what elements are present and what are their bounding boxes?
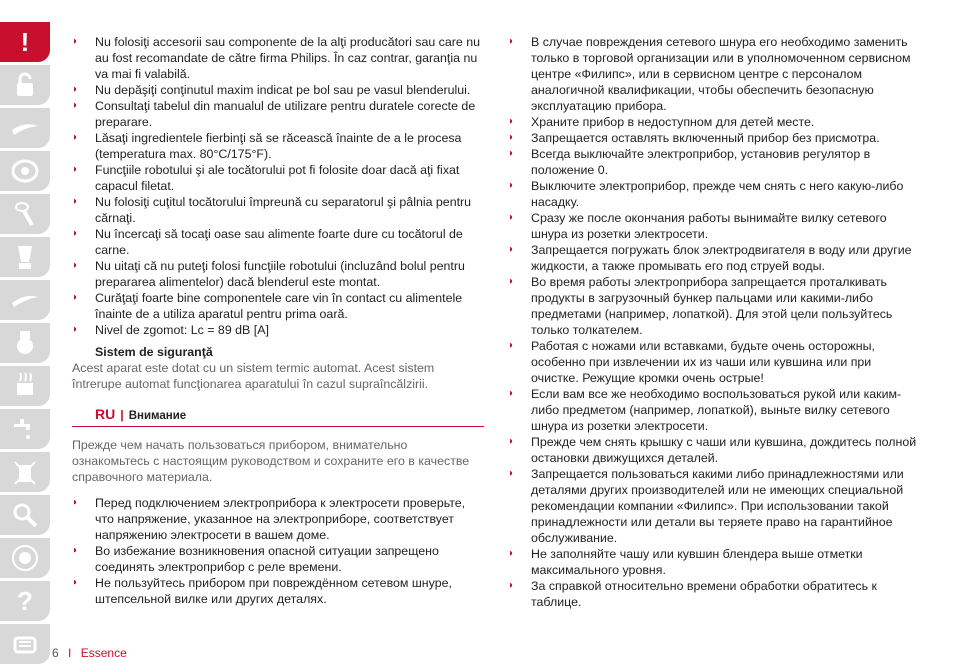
safety-paragraph: Acest aparat este dotat cu un sistem termic automat. Acest sistem întrerupe automat funcţionarea aparatului în cazul supraîncălzirii. bbox=[72, 361, 435, 391]
bullet-icon: ◗ bbox=[508, 388, 515, 399]
page-number: 6 bbox=[52, 646, 59, 660]
russian-section-heading bbox=[72, 406, 484, 427]
russian-safety-list-right bbox=[508, 34, 920, 610]
sidebar bbox=[0, 22, 58, 667]
bullet-icon: ◗ bbox=[508, 212, 515, 223]
list-item bbox=[508, 130, 920, 146]
list-item bbox=[72, 290, 484, 322]
bullet-icon: ◗ bbox=[508, 244, 515, 255]
list-item-text: Выключите электроприбор, прежде чем снять с него какую-либо насадку. bbox=[531, 179, 904, 209]
list-item-text: Во время работы электроприбора запрещается проталкивать продукты в загрузочный бункер пальцами или какими-либо предметами (например, лопаткой). Для этой цели пользуйтесь только толкателем. bbox=[531, 275, 893, 337]
list-item-text: Перед подключением электроприбора к электросети проверьте, что напряжение, указанное на электроприборе, соответствует напряжению электросети в вашем доме. bbox=[95, 496, 466, 542]
list-item-text: Работая с ножами или вставками, будьте очень осторожны, особенно при извлечении их из чаши или кувшина или при очистке. Режущие кромки очень острые! bbox=[531, 339, 875, 385]
tap-icon[interactable] bbox=[0, 409, 50, 449]
list-item bbox=[508, 338, 920, 386]
bullet-icon: ◗ bbox=[508, 36, 515, 47]
bullet-icon: ◗ bbox=[508, 436, 515, 447]
russian-intro: Прежде чем начать пользоваться прибором, внимательно ознакомьтесь с настоящим руководством и сохраните его в качестве справочного материала. bbox=[72, 438, 470, 484]
guarantee-seal-icon[interactable] bbox=[0, 538, 50, 578]
search-icon[interactable] bbox=[0, 495, 50, 535]
disposal-bin-icon[interactable] bbox=[0, 452, 50, 492]
cooking-icon[interactable] bbox=[0, 366, 50, 406]
section-title: Внимание bbox=[128, 410, 187, 422]
list-item bbox=[508, 34, 920, 114]
list-item-text: Храните прибор в недоступном для детей месте. bbox=[531, 115, 815, 129]
warning-icon[interactable]: ! bbox=[0, 22, 50, 62]
list-item-text: Nu încercaţi să tocaţi oase sau alimente foarte dure cu tocătorul de carne. bbox=[95, 227, 463, 257]
heading-separator: | bbox=[120, 408, 124, 422]
list-item bbox=[72, 226, 484, 258]
list-item bbox=[72, 322, 484, 338]
list-item bbox=[508, 466, 920, 546]
lock-icon[interactable] bbox=[0, 65, 50, 105]
product-name: Essence bbox=[80, 646, 127, 660]
bullet-icon: ◗ bbox=[72, 260, 79, 271]
list-item-text: Consultaţi tabelul din manualul de utilizare pentru duratele corecte de preparare. bbox=[95, 99, 476, 129]
knife-icon[interactable] bbox=[0, 280, 50, 320]
bullet-icon: ◗ bbox=[508, 468, 515, 479]
bullet-icon: ◗ bbox=[508, 180, 515, 191]
list-item-text: Nu folosiţi accesorii sau componente de la alţi producători sau care nu au fost recomandate de către firma Philips. În caz contrar, garanţia nu va mai fi valabilă. bbox=[95, 35, 481, 81]
bullet-icon: ◗ bbox=[72, 292, 79, 303]
list-item bbox=[508, 546, 920, 578]
list-item-text: Прежде чем снять крышку с чаши или кувшина, дождитесь полной остановки движущихся деталей. bbox=[531, 435, 917, 465]
list-item-text: Сразу же после окончания работы вынимайте вилку сетевого шнура из розетки электросети. bbox=[531, 211, 887, 241]
list-item-text: Если вам все же необходимо воспользоваться рукой или каким-либо предметом (например, лопаткой), выньте вилку сетевого шнура из розетки электросети. bbox=[531, 387, 902, 433]
list-item-text: Nivel de zgomot: Lc = 89 dB [A] bbox=[95, 323, 269, 337]
footer-separator: I bbox=[68, 646, 72, 660]
list-item-text: Не пользуйтесь прибором при повреждённом сетевом шнуре, штепсельной вилке или других деталях. bbox=[95, 576, 452, 606]
page-footer bbox=[52, 646, 127, 660]
romanian-safety-list bbox=[72, 34, 484, 338]
bullet-icon: ◗ bbox=[72, 100, 79, 111]
list-item bbox=[72, 162, 484, 194]
disc-icon[interactable] bbox=[0, 151, 50, 191]
list-item bbox=[72, 495, 484, 543]
list-item-text: Nu depăşiţi conţinutul maxim indicat pe bol sau pe vasul blenderului. bbox=[95, 83, 471, 97]
list-item-text: Lăsaţi ingredientele fierbinţi să se răcească înainte de a le procesa (temperatura max. 80°C/175°F). bbox=[95, 131, 462, 161]
left-column bbox=[72, 34, 484, 607]
list-item bbox=[72, 34, 484, 82]
bullet-icon: ◗ bbox=[508, 132, 515, 143]
bullet-icon: ◗ bbox=[508, 276, 515, 287]
bullet-icon: ◗ bbox=[72, 132, 79, 143]
list-item bbox=[508, 434, 920, 466]
list-item-text: Nu uitaţi că nu puteţi folosi funcţiile robotului (incluzând bolul pentru prepararea alimentelor) dacă blenderul este montat. bbox=[95, 259, 465, 289]
list-item-text: В случае повреждения сетевого шнура его необходимо заменить только в торговой организации или в уполномоченном сервисном центре «Филипс», или в сервисном центре с персоналом аналогичной квалификации, чтобы обеспечить безопасную эксплуатацию прибора. bbox=[531, 35, 911, 113]
list-item-text: Всегда выключайте электроприбор, установив регулятор в положение 0. bbox=[531, 147, 871, 177]
bullet-icon: ◗ bbox=[72, 577, 79, 588]
right-column bbox=[508, 34, 920, 610]
list-item bbox=[72, 130, 484, 162]
list-item bbox=[508, 386, 920, 434]
russian-safety-list-left bbox=[72, 495, 484, 607]
help-icon[interactable]: ? bbox=[0, 581, 50, 621]
list-item-text: За справкой относительно времени обработки обратитесь к таблице. bbox=[531, 579, 877, 609]
list-item bbox=[508, 274, 920, 338]
bullet-icon: ◗ bbox=[72, 84, 79, 95]
list-item bbox=[508, 178, 920, 210]
recipe-icon[interactable] bbox=[0, 624, 50, 664]
list-item bbox=[508, 578, 920, 610]
list-item-text: Запрещается погружать блок электродвигателя в воду или другие жидкости, а также промывать его под струей воды. bbox=[531, 243, 912, 273]
whisk-icon[interactable] bbox=[0, 194, 50, 234]
language-code: RU bbox=[95, 406, 116, 422]
bullet-icon: ◗ bbox=[72, 497, 79, 508]
list-item bbox=[508, 114, 920, 130]
list-item bbox=[508, 242, 920, 274]
bullet-icon: ◗ bbox=[72, 164, 79, 175]
bullet-icon: ◗ bbox=[72, 196, 79, 207]
bullet-icon: ◗ bbox=[508, 548, 515, 559]
blade-icon[interactable] bbox=[0, 108, 50, 148]
list-item bbox=[72, 82, 484, 98]
mincer-icon[interactable] bbox=[0, 323, 50, 363]
list-item-text: Nu folosiţi cuţitul tocătorului împreună cu separatorul şi pâlnia pentru cărnaţi. bbox=[95, 195, 472, 225]
list-item bbox=[72, 543, 484, 575]
bullet-icon: ◗ bbox=[72, 545, 79, 556]
list-item-text: Curăţaţi foarte bine componentele care vin în contact cu alimentele înainte de a utiliza aparatul pentru prima oară. bbox=[95, 291, 463, 321]
list-item-text: Не заполняйте чашу или кувшин блендера выше отметки максимального уровня. bbox=[531, 547, 863, 577]
bullet-icon: ◗ bbox=[72, 228, 79, 239]
list-item bbox=[72, 194, 484, 226]
list-item-text: Запрещается оставлять включенный прибор без присмотра. bbox=[531, 131, 880, 145]
bullet-icon: ◗ bbox=[508, 340, 515, 351]
bullet-icon: ◗ bbox=[508, 116, 515, 127]
bullet-icon: ◗ bbox=[508, 580, 515, 591]
list-item bbox=[72, 575, 484, 607]
section-subtitle: Sistem de siguranţă bbox=[95, 345, 213, 359]
list-item bbox=[508, 146, 920, 178]
list-item-text: Во избежание возникновения опасной ситуации запрещено соединять электроприбор с реле времени. bbox=[95, 544, 439, 574]
bullet-icon: ◗ bbox=[72, 36, 79, 47]
list-item-text: Funcţiile robotului şi ale tocătorului pot fi folosite doar dacă aţi fixat capacul filetat. bbox=[95, 163, 460, 193]
bullet-icon: ◗ bbox=[508, 148, 515, 159]
list-item-text: Запрещается пользоваться какими либо принадлежностями или деталями других производителей или не имеющих специальной рекомендации компании «Филипс». При использовании такой принадлежности или детали вы теряете право на гарантийное обслуживание. bbox=[531, 467, 904, 545]
blender-jug-icon[interactable] bbox=[0, 237, 50, 277]
list-item bbox=[508, 210, 920, 242]
list-item bbox=[72, 258, 484, 290]
list-item bbox=[72, 98, 484, 130]
bullet-icon: ◗ bbox=[72, 324, 79, 335]
